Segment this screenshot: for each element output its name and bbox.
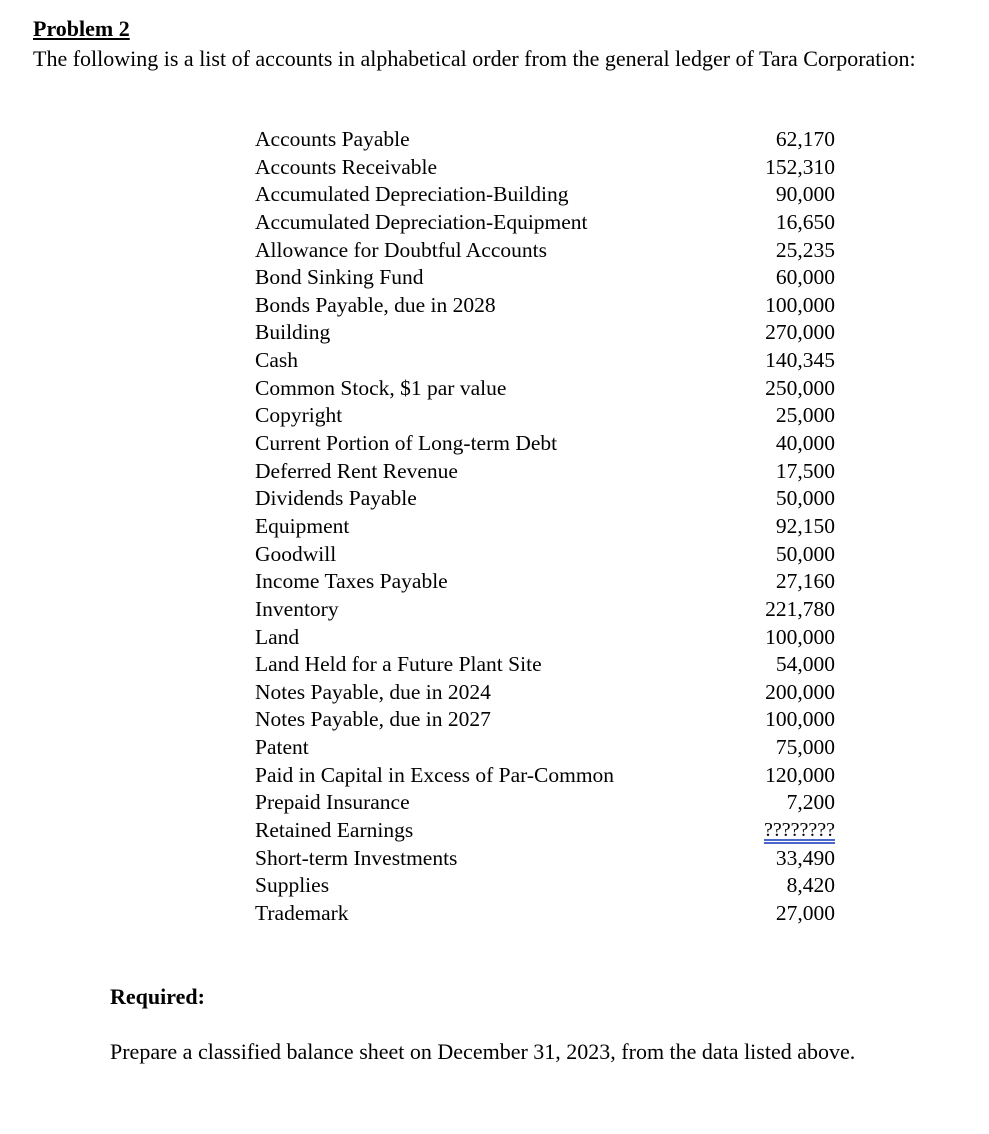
account-amount: 54,000 bbox=[775, 652, 835, 677]
account-row bbox=[255, 651, 845, 679]
account-amount: 17,500 bbox=[775, 458, 835, 483]
account-row bbox=[255, 430, 845, 458]
account-row bbox=[255, 347, 845, 375]
account-row bbox=[255, 845, 845, 873]
account-name: Allowance for Doubtful Accounts bbox=[255, 237, 547, 262]
account-amount: 100,000 bbox=[765, 292, 835, 317]
account-name: Inventory bbox=[255, 596, 339, 621]
account-row bbox=[255, 154, 845, 182]
account-name: Current Portion of Long-term Debt bbox=[255, 431, 558, 456]
problem-intro: The following is a list of accounts in alphabetical order from the general ledger of Tara Corporation: bbox=[33, 46, 916, 71]
account-amount: 7,200 bbox=[786, 790, 835, 815]
account-amount: ???????? bbox=[763, 819, 835, 842]
account-name: Accounts Payable bbox=[255, 127, 410, 151]
account-amount: 270,000 bbox=[765, 320, 835, 345]
account-amount: 40,000 bbox=[775, 431, 835, 456]
account-row bbox=[255, 485, 845, 513]
account-row bbox=[255, 817, 845, 845]
account-row bbox=[255, 900, 845, 928]
account-amount: 50,000 bbox=[775, 486, 835, 511]
account-name: Land bbox=[255, 624, 300, 649]
problem-title: Problem 2 bbox=[33, 16, 130, 41]
account-row bbox=[255, 706, 845, 734]
account-row bbox=[255, 513, 845, 541]
account-name: Notes Payable, due in 2027 bbox=[255, 707, 491, 732]
account-name: Accumulated Depreciation-Equipment bbox=[255, 209, 588, 234]
required-label: Required: bbox=[110, 984, 205, 1009]
account-amount: 100,000 bbox=[765, 707, 835, 732]
account-name: Retained Earnings bbox=[255, 818, 414, 843]
account-row bbox=[255, 872, 845, 900]
account-row bbox=[255, 541, 845, 569]
account-row bbox=[255, 237, 845, 265]
account-row bbox=[255, 292, 845, 320]
account-amount: 90,000 bbox=[775, 182, 835, 207]
account-amount: 221,780 bbox=[765, 596, 835, 621]
account-name: Paid in Capital in Excess of Par-Common bbox=[255, 762, 615, 787]
account-amount: 62,170 bbox=[775, 127, 835, 151]
account-name: Cash bbox=[255, 348, 298, 373]
account-name: Trademark bbox=[255, 900, 349, 925]
account-amount: 100,000 bbox=[765, 624, 835, 649]
accounts-list bbox=[255, 126, 845, 928]
account-name: Bond Sinking Fund bbox=[255, 265, 424, 290]
account-amount: 140,345 bbox=[765, 348, 835, 373]
account-name: Supplies bbox=[255, 873, 330, 898]
account-name: Deferred Rent Revenue bbox=[255, 458, 458, 483]
account-amount: 200,000 bbox=[765, 679, 835, 704]
account-amount: 33,490 bbox=[775, 845, 835, 870]
account-name: Bonds Payable, due in 2028 bbox=[255, 292, 496, 317]
account-name: Land Held for a Future Plant Site bbox=[255, 652, 542, 677]
account-amount: 50,000 bbox=[775, 541, 835, 566]
account-row bbox=[255, 319, 845, 347]
account-row bbox=[255, 789, 845, 817]
account-amount: 152,310 bbox=[765, 154, 835, 179]
account-row bbox=[255, 458, 845, 486]
account-name: Dividends Payable bbox=[255, 486, 417, 511]
account-amount: 27,160 bbox=[775, 569, 835, 594]
account-amount: 75,000 bbox=[775, 735, 835, 760]
account-name: Notes Payable, due in 2024 bbox=[255, 679, 491, 704]
account-row bbox=[255, 679, 845, 707]
account-row bbox=[255, 181, 845, 209]
account-name: Copyright bbox=[255, 403, 343, 428]
account-name: Equipment bbox=[255, 513, 350, 538]
account-name: Patent bbox=[255, 735, 309, 760]
required-instruction: Prepare a classified balance sheet on December 31, 2023, from the data listed above. bbox=[110, 1039, 856, 1064]
account-amount: 27,000 bbox=[775, 900, 835, 925]
account-row bbox=[255, 624, 845, 652]
account-amount: 25,235 bbox=[775, 237, 835, 262]
account-name: Accounts Receivable bbox=[255, 154, 438, 179]
account-row bbox=[255, 402, 845, 430]
account-amount: 120,000 bbox=[765, 762, 835, 787]
account-amount: 16,650 bbox=[775, 209, 835, 234]
account-amount: 92,150 bbox=[775, 513, 835, 538]
account-amount: 250,000 bbox=[765, 375, 835, 400]
account-row bbox=[255, 209, 845, 237]
account-row bbox=[255, 568, 845, 596]
account-amount: 8,420 bbox=[786, 873, 835, 898]
account-name: Short-term Investments bbox=[255, 845, 458, 870]
account-amount: 25,000 bbox=[775, 403, 835, 428]
account-row bbox=[255, 375, 845, 403]
account-row bbox=[255, 264, 845, 292]
account-row bbox=[255, 126, 845, 154]
account-name: Common Stock, $1 par value bbox=[255, 375, 507, 400]
account-amount: 60,000 bbox=[775, 265, 835, 290]
account-row bbox=[255, 596, 845, 624]
account-name: Income Taxes Payable bbox=[255, 569, 448, 594]
account-name: Building bbox=[255, 320, 331, 345]
account-row bbox=[255, 762, 845, 790]
account-name: Accumulated Depreciation-Building bbox=[255, 182, 569, 207]
account-row bbox=[255, 734, 845, 762]
account-name: Prepaid Insurance bbox=[255, 790, 410, 815]
account-name: Goodwill bbox=[255, 541, 337, 566]
